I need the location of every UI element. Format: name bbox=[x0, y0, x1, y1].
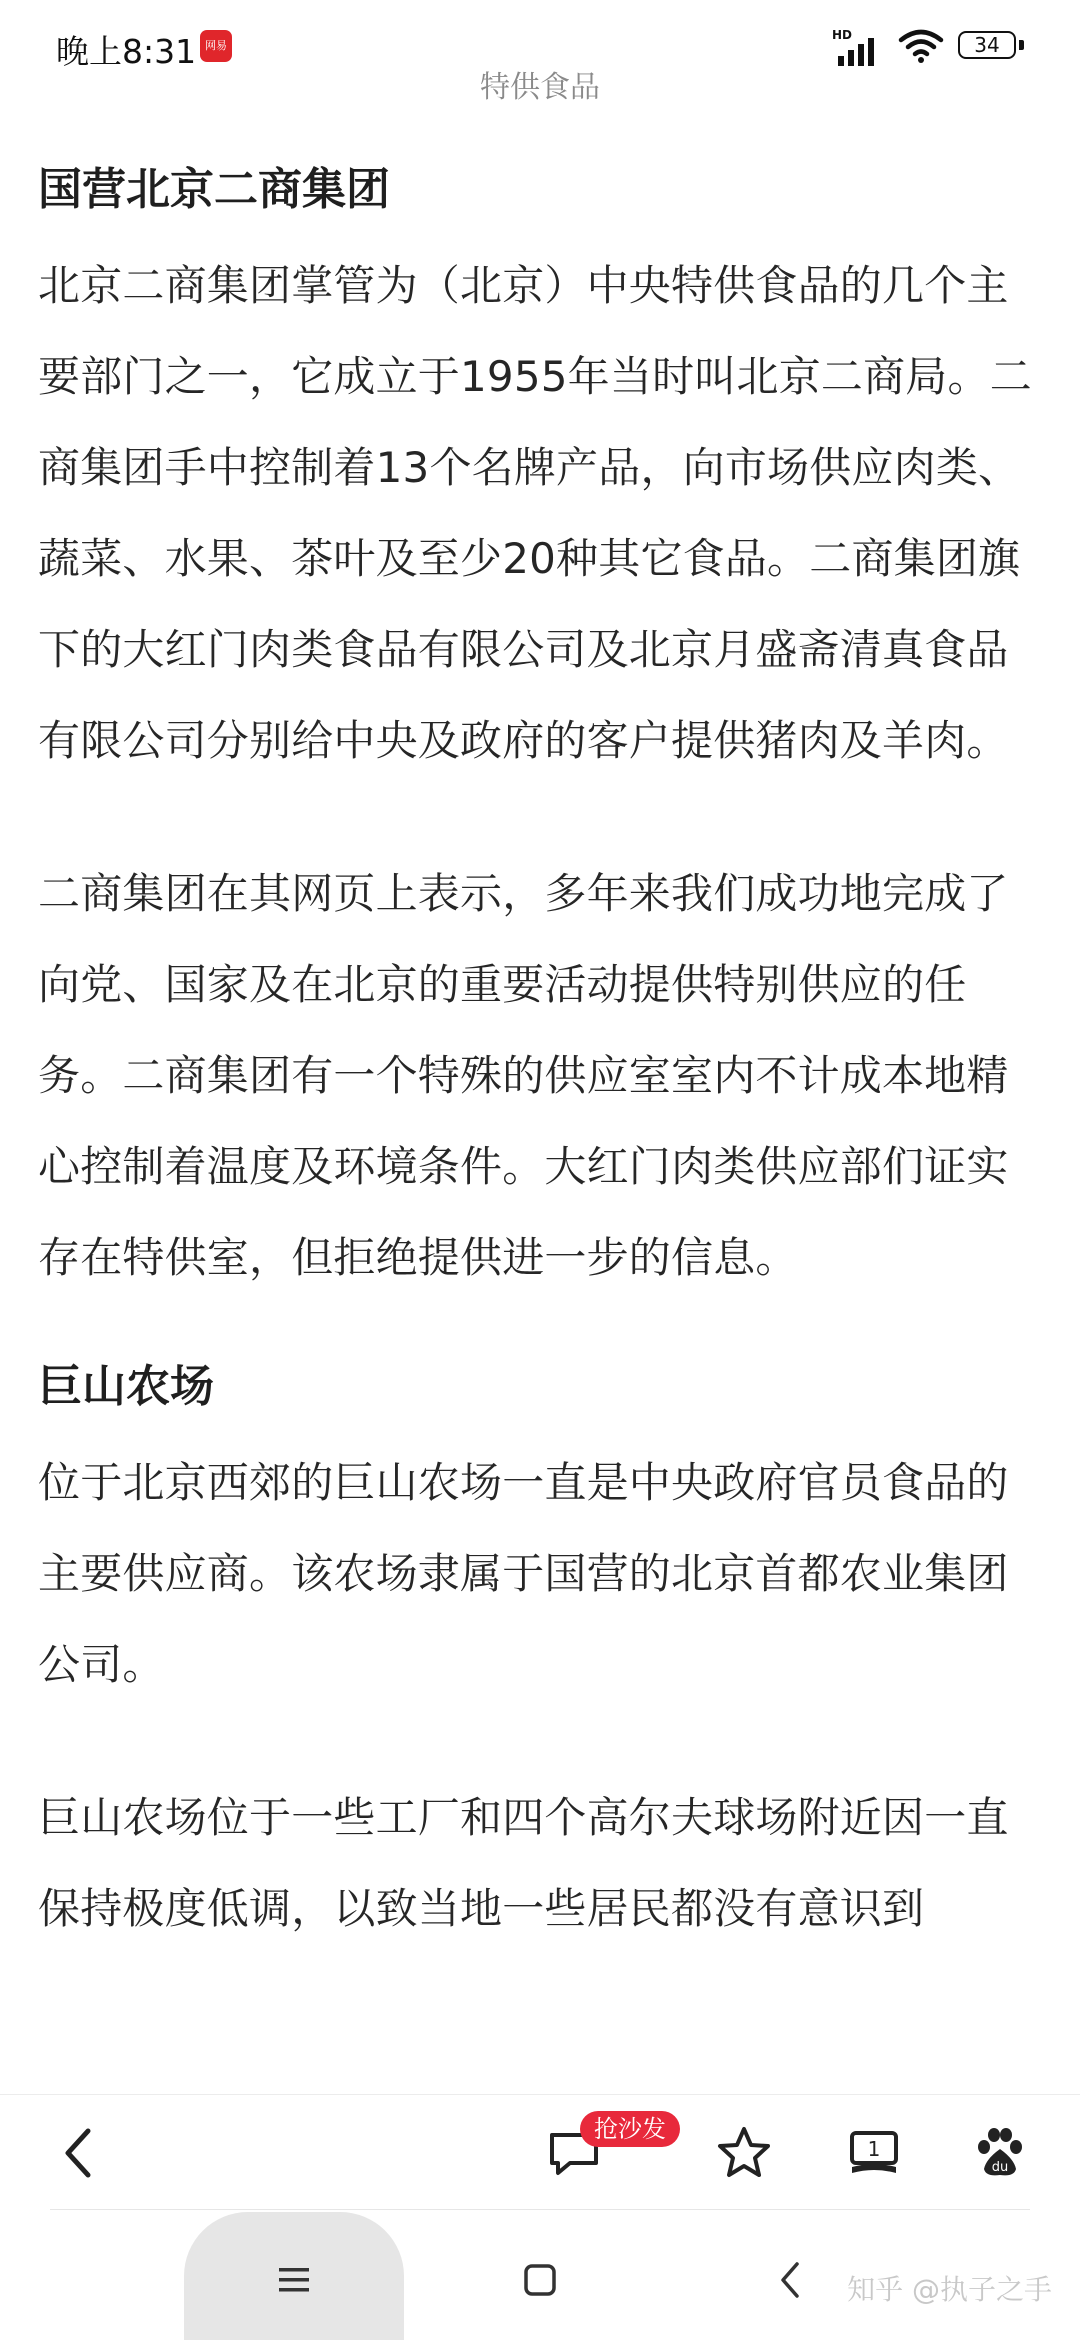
article-paragraph: 二商集团在其网页上表示，多年来我们成功地完成了向党、国家及在北京的重要活动提供特别供应的任务。二商集团有一个特殊的供应室室内不计成本地精心控制着温度及环境条件。大红门肉类供应部们证实存在特供室，但拒绝提供进一步的信息。 bbox=[38, 869, 1009, 1282]
signal-hd-label: HD bbox=[832, 28, 853, 42]
signal-icon bbox=[832, 26, 884, 66]
section-heading: 巨山农场 bbox=[38, 1361, 214, 1412]
baidu-paw-icon[interactable] bbox=[962, 2115, 1038, 2191]
article-paragraph: 巨山农场位于一些工厂和四个高尔夫球场附近因一直保持极度低调，以致当地一些居民都没有意识到 bbox=[38, 1793, 1009, 1933]
star-icon[interactable] bbox=[706, 2115, 782, 2191]
page-title: 特供食品 bbox=[480, 70, 600, 105]
app-notification-icon: 网易 bbox=[200, 30, 232, 62]
back-arrow-icon[interactable] bbox=[40, 2115, 116, 2191]
watermark: 知乎 @执子之手 bbox=[847, 2273, 1052, 2306]
article-paragraph: 位于北京西郊的巨山农场一直是中央政府官员食品的主要供应商。该农场隶属于国营的北京首都农业集团公司。 bbox=[38, 1458, 1009, 1689]
svg-text:du: du bbox=[991, 2160, 1009, 2175]
battery-level: 34 bbox=[958, 31, 1016, 59]
home-square-icon[interactable] bbox=[510, 2250, 570, 2310]
status-time: 晚上8:31 bbox=[56, 32, 197, 71]
book-icon[interactable] bbox=[836, 2115, 912, 2191]
section-heading: 国营北京二商集团 bbox=[38, 164, 390, 215]
book-count: 1 bbox=[867, 2137, 881, 2161]
back-chevron-icon[interactable] bbox=[760, 2250, 820, 2310]
comment-sofa-badge[interactable]: 抢沙发 bbox=[580, 2111, 680, 2147]
article-body bbox=[38, 150, 1042, 1954]
menu-icon[interactable] bbox=[264, 2250, 324, 2310]
battery-icon bbox=[958, 31, 1024, 61]
article-paragraph: 北京二商集团掌管为（北京）中央特供食品的几个主要部门之一，它成立于1955年当时叫北京二商局。二商集团手中控制着13个名牌产品，向市场供应肉类、蔬菜、水果、茶叶及至少20种其它食品。二商集团旗下的大红门肉类食品有限公司及北京月盛斋清真食品有限公司分别给中央及政府的客户提供猪肉及羊肉。 bbox=[38, 261, 1032, 765]
wifi-icon bbox=[898, 28, 944, 64]
bottom-action-bar bbox=[0, 2094, 1080, 2211]
